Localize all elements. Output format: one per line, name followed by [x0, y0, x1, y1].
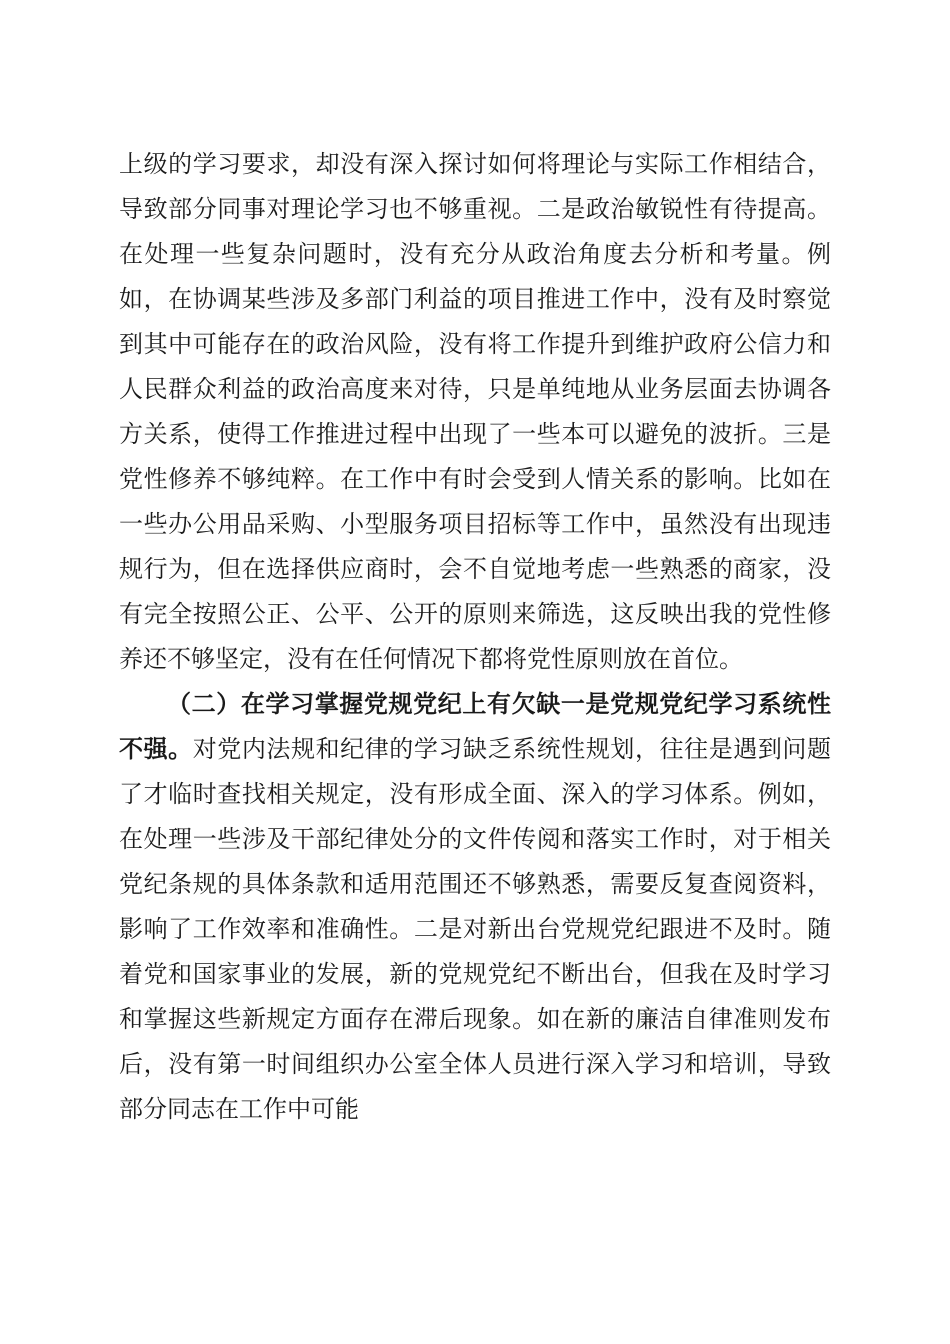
- paragraph-section-two: [119, 682, 831, 1132]
- document-body: [119, 142, 831, 1132]
- section-heading: （二）在学习掌握党规党纪上有欠缺一是党规党纪学习系统性不强。: [119, 690, 831, 763]
- paragraph-text: 对党内法规和纪律的学习缺乏系统性规划，往往是遇到问题了才临时查找相关规定，没有形成全面、深入的学习体系。例如，在处理一些涉及干部纪律处分的文件传阅和落实工作时，对于相关党纪条规的具体条款和适用范围还不够熟悉，需要反复查阅资料，影响了工作效率和准确性。二是对新出台党规党纪跟进不及时。随着党和国家事业的发展，新的党规党纪不断出台，但我在及时学习和掌握这些新规定方面存在滞后现象。如在新的廉洁自律准则发布后，没有第一时间组织办公室全体人员进行深入学习和培训，导致部分同志在工作中可能: [119, 735, 832, 1123]
- paragraph-text: 上级的学习要求，却没有深入探讨如何将理论与实际工作相结合，导致部分同事对理论学习也不够重视。二是政治敏锐性有待提高。在处理一些复杂问题时，没有充分从政治角度去分析和考量。例如，在协调某些涉及多部门利益的项目推进工作中，没有及时察觉到其中可能存在的政治风险，没有将工作提升到维护政府公信力和人民群众利益的政治高度来对待，只是单纯地从业务层面去协调各方关系，使得工作推进过程中出现了一些本可以避免的波折。三是党性修养不够纯粹。在工作中有时会受到人情关系的影响。比如在一些办公用品采购、小型服务项目招标等工作中，虽然没有出现违规行为，但在选择供应商时，会不自觉地考虑一些熟悉的商家，没有完全按照公正、公平、公开的原则来筛选，这反映出我的党性修养还不够坚定，没有在任何情况下都将党性原则放在首位。: [119, 150, 831, 673]
- paragraph-continued: [119, 142, 831, 682]
